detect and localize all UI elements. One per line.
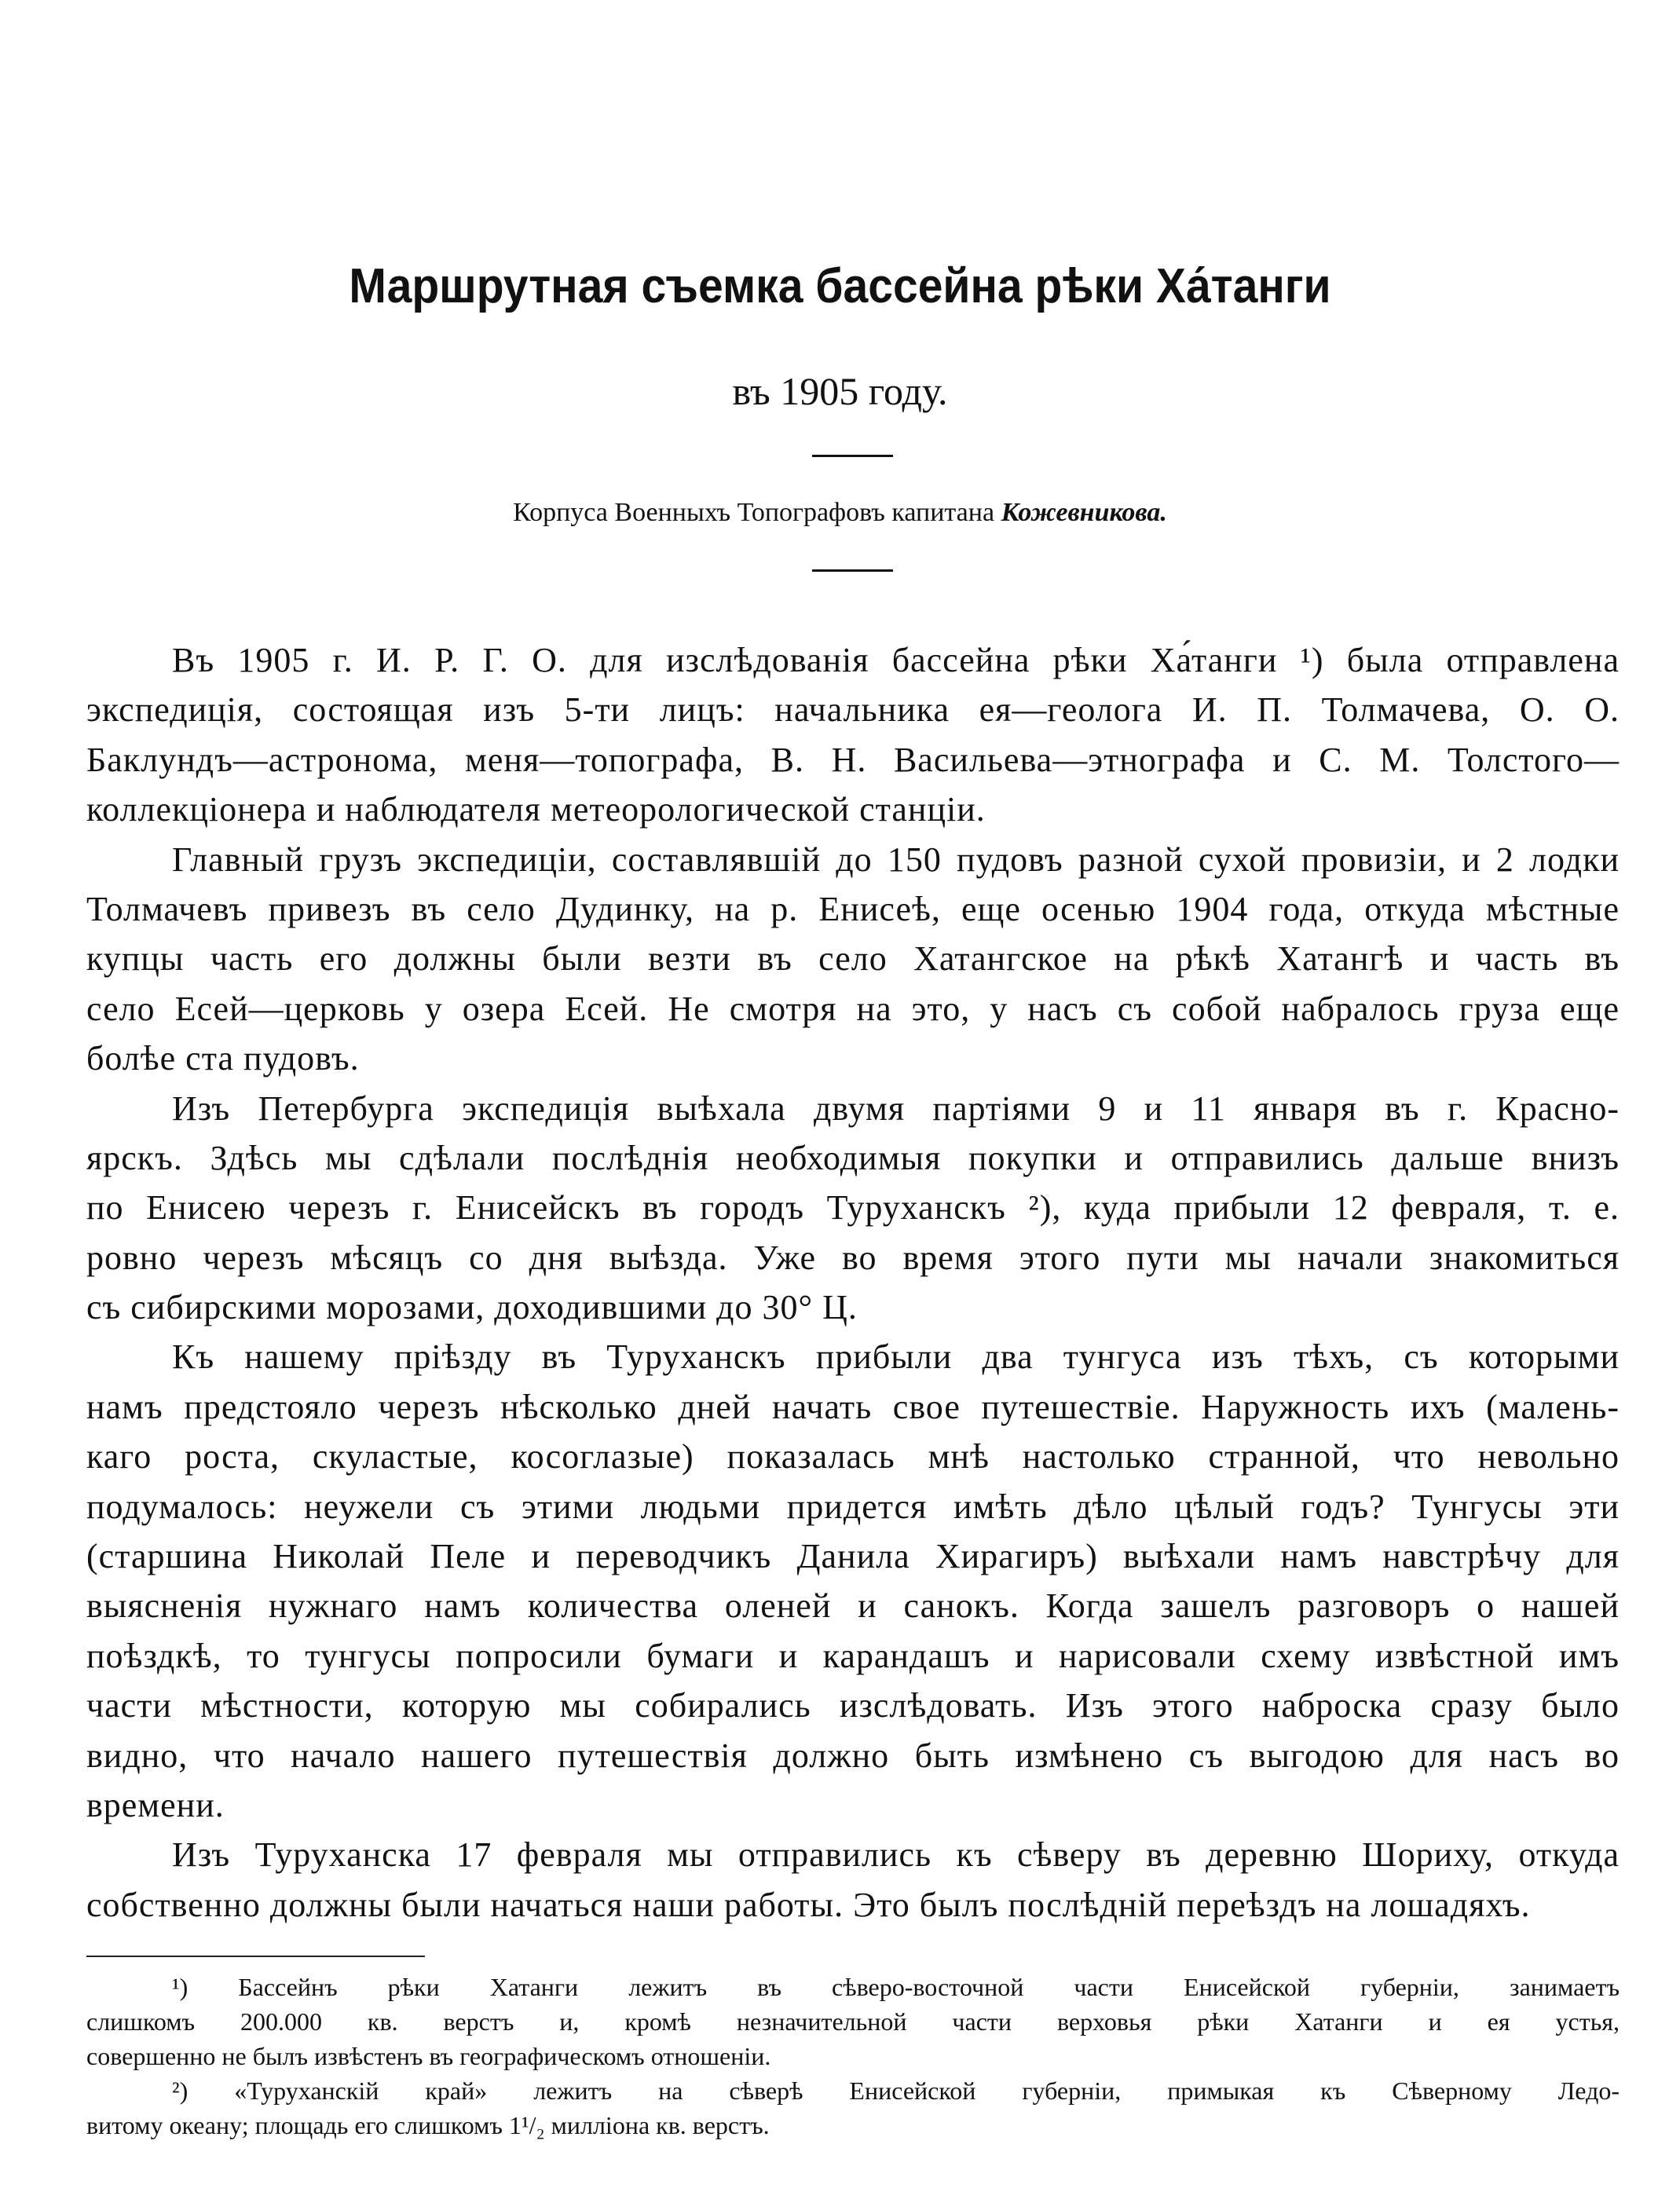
text-line: каго роста, скуластые, косоглазые) показалась мнѣ настолько странной, что невольно: [86, 1437, 1620, 1476]
author-prefix: Корпуса Военныхъ Топографовъ капитана: [513, 498, 995, 527]
footnotes: [86, 1970, 1620, 2142]
text-line: Изъ Туруханска 17 февраля мы отправились къ сѣверу въ деревню Шориху, откуда: [172, 1835, 1620, 1875]
text-line: ровно черезъ мѣсяцъ со дня выѣзда. Уже во время этого пути мы начали знакомиться: [86, 1238, 1620, 1277]
text-line: Главный грузъ экспедиціи, составлявшій до 150 пудовъ разной сухой провизіи, и 2 лодки: [172, 840, 1620, 879]
paragraph: [86, 1084, 1620, 1333]
text-line: Изъ Петербурга экспедиція выѣхала двумя партіями 9 и 11 января въ г. Красно-: [172, 1089, 1620, 1128]
text-line: выясненія нужнаго намъ количества оленей и санокъ. Когда зашелъ разговоръ о нашей: [86, 1586, 1620, 1626]
divider: [812, 455, 893, 457]
text-line: купцы часть его должны были везти въ село Хатангское на рѣкѣ Хатангѣ и часть въ: [86, 939, 1620, 979]
author-line: [0, 496, 1680, 529]
text-line: намъ предстояло черезъ нѣсколько дней начать свое путешествіе. Наружность ихъ (малень-: [86, 1387, 1620, 1426]
footnote: [86, 1970, 1620, 2073]
text-line: ²) «Туруханскій край» лежитъ на сѣверѣ Енисейской губерніи, примыкая къ Сѣверному Ледо-: [172, 2076, 1620, 2105]
text-line: поѣздкѣ, то тунгусы попросили бумаги и карандашъ и нарисовали схему извѣстной имъ: [86, 1636, 1620, 1675]
paragraph: [86, 1332, 1620, 1830]
text-line: Къ нашему пріѣзду въ Туруханскъ прибыли два тунгуса изъ тѣхъ, съ которыми: [172, 1337, 1620, 1377]
divider: [812, 569, 893, 572]
text-line: болѣе ста пудовъ.: [86, 1039, 360, 1078]
text-line: подумалось: неужели съ этими людьми придется имѣть дѣло цѣлый годъ? Тунгусы эти: [86, 1487, 1620, 1526]
text-line: совершенно не былъ извѣстенъ въ географическомъ отношеніи.: [86, 2042, 771, 2070]
text-line: (старшина Николай Пеле и переводчикъ Данила Хирагиръ) выѣхали намъ навстрѣчу для: [86, 1537, 1620, 1576]
text-line: времени.: [86, 1785, 225, 1824]
text-line: село Есей—церковь у озера Есей. Не смотря на это, у насъ съ собой набралось груза еще: [86, 989, 1620, 1028]
text-line: Въ 1905 г. И. Р. Г. О. для изслѣдованія бассейна рѣки Ха́танги ¹) была отправлена: [172, 641, 1620, 679]
paragraph: [86, 835, 1620, 1084]
text-line: части мѣстности, которую мы собирались изслѣдовать. Изъ этого наброска сразу было: [86, 1686, 1620, 1725]
text-line: Баклундъ—астронома, меня—топографа, В. Н. Васильева—этнографа и С. М. Толстого—: [86, 740, 1620, 779]
text-line: ярскъ. Здѣсь мы сдѣлали послѣднія необходимыя покупки и отправились дальше внизъ: [86, 1138, 1620, 1177]
footnote: [86, 2073, 1620, 2142]
paragraph: [86, 635, 1620, 835]
text-line: ¹) Бассейнъ рѣки Хатанги лежитъ въ сѣверо-восточной части Енисейской губерніи, занимаетъ: [172, 1973, 1620, 2001]
paragraph: [86, 1830, 1620, 1930]
text-line: экспедиція, состоящая изъ 5-ти лицъ: начальника ея—геолога И. П. Толмачева, О. О.: [86, 690, 1620, 730]
text-line: видно, что начало нашего путешествія должно быть измѣнено съ выгодою для насъ во: [86, 1736, 1620, 1775]
page-title: Маршрутная съемка бассейна рѣки Ха́танги: [349, 259, 1331, 313]
author-name: Кожевникова.: [1001, 498, 1167, 527]
body-text: [86, 635, 1620, 1930]
subtitle-year: въ 1905 году.: [732, 369, 948, 413]
footnote-divider: [86, 1956, 425, 1957]
text-line: собственно должны были начаться наши работы. Это былъ послѣдній переѣздъ на лошадяхъ.: [86, 1885, 1531, 1924]
text-line: по Енисею черезъ г. Енисейскъ въ городъ Туруханскъ ²), куда прибыли 12 февраля, т. е.: [86, 1188, 1620, 1228]
text-line: Толмачевъ привезъ въ село Дудинку, на р. Енисеѣ, еще осенью 1904 года, откуда мѣстные: [86, 889, 1620, 928]
text-line: слишкомъ 200.000 кв. верстъ и, кромѣ незначительной части верховья рѣки Хатанги и ея устья,: [86, 2007, 1620, 2036]
text-line: коллекціонера и наблюдателя метеорологической станціи.: [86, 790, 986, 829]
text-line: витому океану; площадь его слишкомъ 1¹/₂ милліона кв. верстъ.: [86, 2111, 770, 2139]
text-line: съ сибирскими морозами, доходившими до 30° Ц.: [86, 1288, 858, 1327]
